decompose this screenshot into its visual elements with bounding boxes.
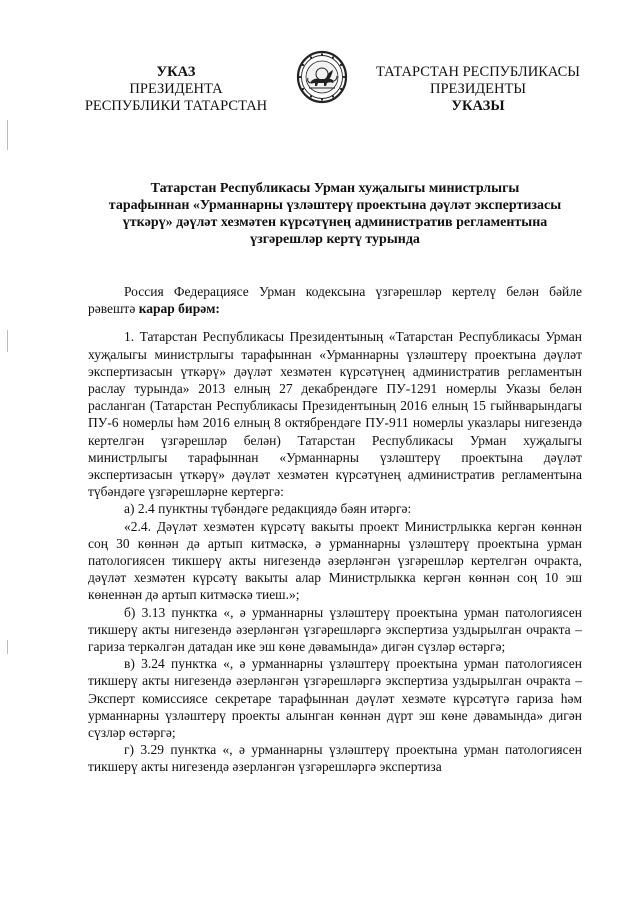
title-line-2: тарафыннан «Урманнарны үзләштерү проектына дәүләт экспертизасы [108,198,562,213]
header-left-line-3: РЕСПУБЛИКИ ТАТАРСТАН [84,98,268,114]
header-right-line-3: УКАЗЫ [451,98,505,114]
title-line-4: үзгәрешләр кертү турында [250,232,420,247]
header-right [362,64,594,115]
intro-decision: карар бирәм: [138,301,220,317]
paragraph-1: 1. Татарстан Республикасы Президентының «Татарстан Республикасы Урман хуҗалыгы министрлыгы тарафыннан «Урманнарны үзләштерү проектына дәүләт экспертизасын үткәрү» дәүләт хезмәтен күрсәтүнең административ регламентын раслау турында» 2013 елның 27 декабрендәге ПУ-1291 номерлы Указы белән расланган (Татарстан Республикасы Президентының 2016 елның 15 гыйнварындагы ПУ-6 номерлы һәм 2016 елның 8 октябрендәге ПУ-911 номерлы указлары нигезендә кертелгән үзгәрешләр белән) Татарстан Республикасы Урман хуҗалыгы министрлыгы тарафыннан «Урманнарны үзләштерү проектына дәүләт экспертизасын үткәрү» дәүләт хезмәтен күрсәтүнең административ регламентына түбәндәге үзгәрешләрне кертергә: [88,329,582,500]
scan-artifact [7,120,8,150]
header-left-line-1: УКАЗ [156,64,196,80]
tatarstan-coat-of-arms-icon [296,50,348,104]
header-right-line-2: ПРЕЗИДЕНТЫ [429,81,527,97]
scan-artifact [7,330,8,352]
header-left [76,64,276,115]
intro-text: Россия Федерациясе Урман кодексына үзгәрешләр кертелү белән бәйле рәвештә [88,284,582,317]
intro-paragraph [88,283,582,317]
paragraph-a-quote: «2.4. Дәүләт хезмәтен күрсәтү вакыты проект Министрлыкка кергән көннән соң 30 көннән дә артып китмәскә, ә урманнарны үзләштерү проектына урман патологиясен тикшерү акты нигезендә әзерләнгән үзгәрешләр кертелгән очракта, дәүләт хезмәтен күрсәтү вакыты алар Министрлыкка кергән көннән соң 10 эш көненнән дә артып китмәскә тиеш.»; [88,518,582,603]
paragraph-g: г) 3.29 пунктка «, ә урманнарны үзләштерү проектына урман патологиясен тикшерү акты нигезендә әзерләнгән үзгәрешләргә экспертиза [88,742,582,775]
document-title [100,180,570,248]
paragraph-v: в) 3.24 пунктка «, ә урманнарны үзләштерү проектына урман патологиясен тикшерү акты нигезендә әзерләнгән үзгәрешләргә экспертиза уздырылган очракта – Эксперт комиссиясе секретаре тарафыннан дәүләт хезмәте күрсәтүгә гариза һәм урманнарны үзләштерү проекты алынган көннән дүрт эш көне дәвамында» дигән сүзләр өстәргә; [88,656,582,741]
title-line-3: үткәрү» дәүләт хезмәтен күрсәтүнең административ регламентына [122,215,548,230]
document-body [88,283,582,776]
title-line-1: Татарстан Республикасы Урман хуҗалыгы министрлыгы [150,181,520,196]
header-left-line-2: ПРЕЗИДЕНТА [129,81,223,97]
scan-artifact [7,640,8,654]
paragraph-a: а) 2.4 пунктны түбәндәге редакциядә бәян итәргә: [124,501,412,517]
paragraph-b: б) 3.13 пунктка «, ә урманнарны үзләштерү проектына урман патологиясен тикшерү акты нигезендә әзерләнгән үзгәрешләргә экспертиза уздырылган очракта – гариза теркәлгән датадан ике эш көне дәвамында» дигән сүзләр өстәргә; [88,604,582,655]
header-right-line-1: ТАТАРСТАН РЕСПУБЛИКАСЫ [376,64,580,80]
